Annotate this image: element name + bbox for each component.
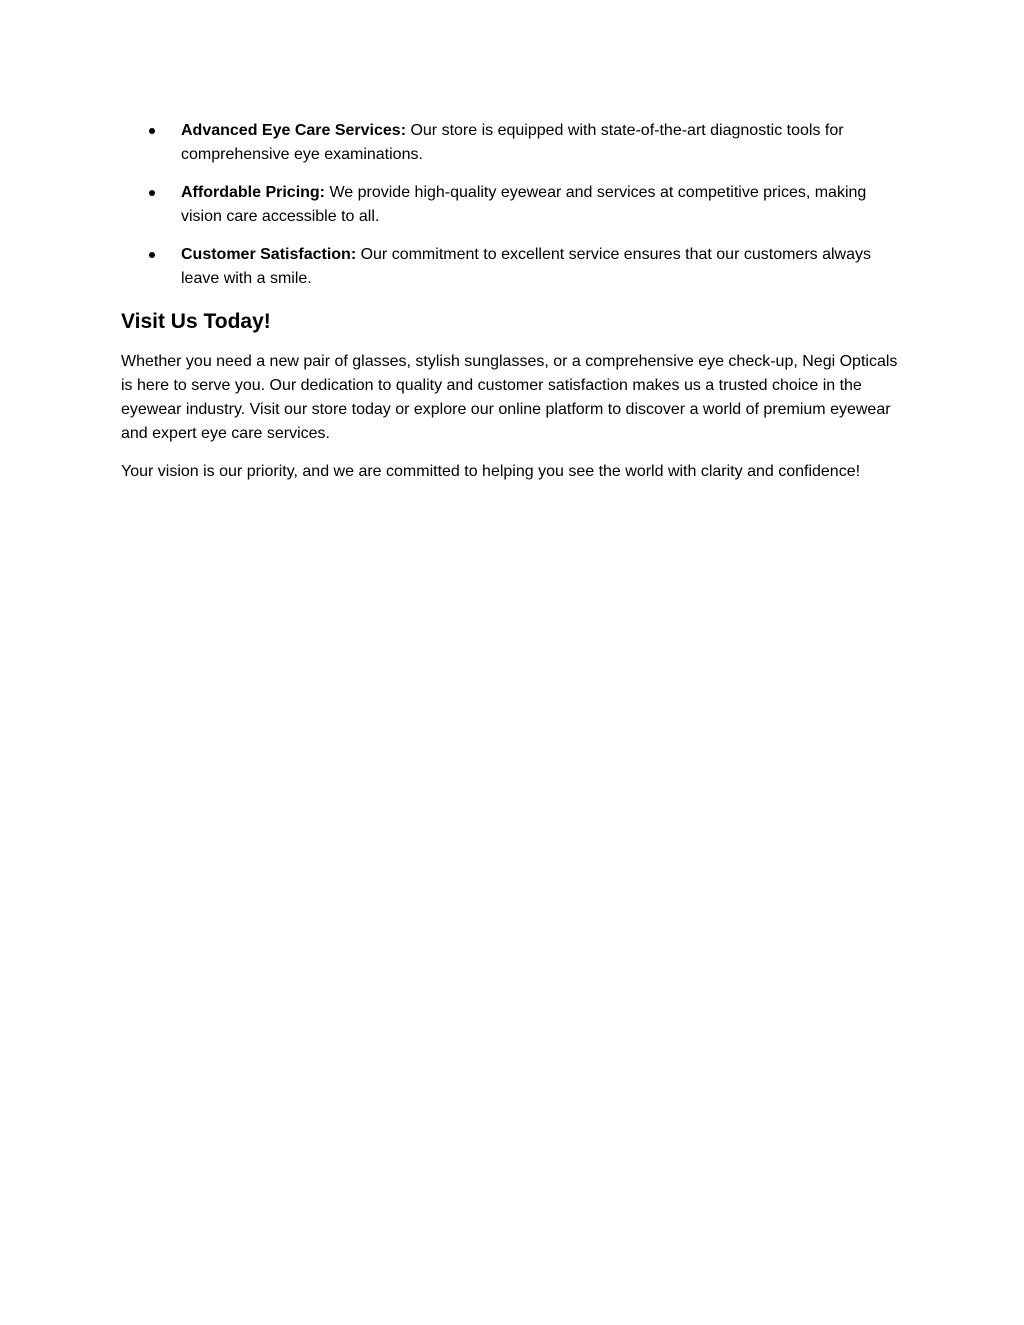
bullet-icon: [149, 252, 155, 258]
feature-term: Customer Satisfaction:: [181, 246, 357, 263]
section-heading: Visit Us Today!: [121, 310, 271, 333]
feature-term: Advanced Eye Care Services:: [181, 122, 407, 139]
bullet-icon: [149, 190, 155, 196]
paragraph: Whether you need a new pair of glasses, stylish sunglasses, or a comprehensive eye check-up, Negi Opticals is here to serve you. Our dedication to quality and customer satisfaction makes us a trusted choice in the eyewear industry. Visit our store today or explore our online platform to discover a world of premium eyewear and expert eye care services.: [121, 353, 898, 442]
list-item: [121, 243, 911, 291]
feature-text: We provide high-quality eyewear and services at competitive prices, making vision care accessible to all.: [181, 184, 867, 225]
feature-text: Our commitment to excellent service ensures that our customers always leave with a smile.: [181, 246, 871, 287]
feature-term: Affordable Pricing:: [181, 184, 326, 201]
list-item: [121, 119, 911, 167]
bullet-icon: [149, 128, 155, 134]
paragraph: Your vision is our priority, and we are committed to helping you see the world with clarity and confidence!: [121, 463, 861, 480]
feature-text: Our store is equipped with state-of-the-art diagnostic tools for comprehensive eye examinations.: [181, 122, 844, 163]
document-content: [121, 119, 911, 498]
list-item: [121, 181, 911, 229]
feature-list: [121, 119, 911, 291]
